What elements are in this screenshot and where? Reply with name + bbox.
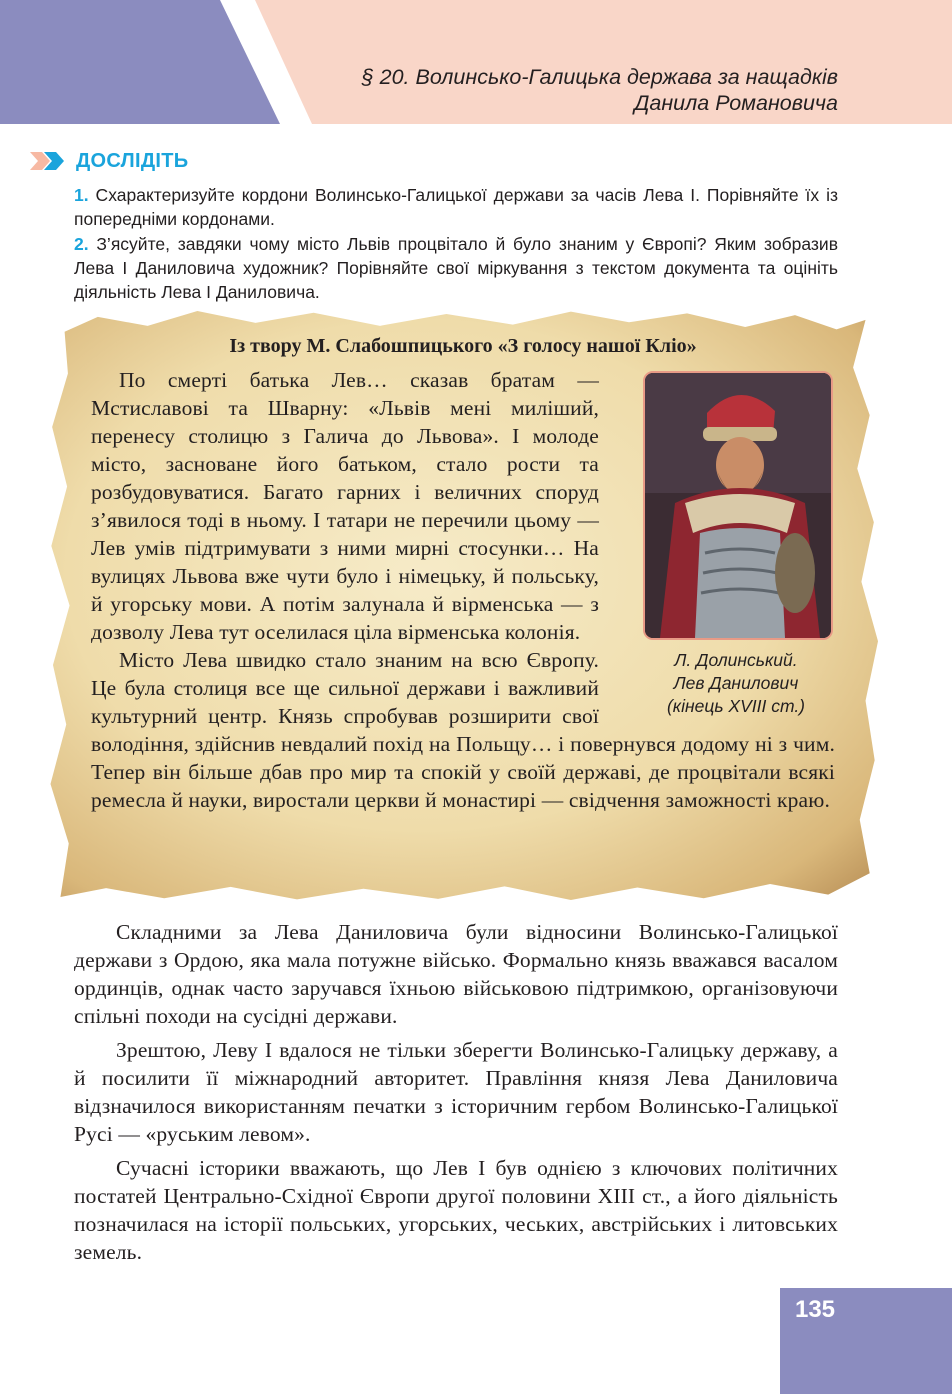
portrait-image [643, 371, 833, 640]
section-title-line1: § 20. Волинсько-Галицька держава за нащадків [361, 65, 838, 89]
body-text [74, 918, 838, 1272]
task-item [74, 232, 838, 305]
document-paragraph: По смерті батька Лев… сказав братам — Мстиславові та Шварну: «Львів мені миліший, перенесу столицю з Галича до Львова». І молоде місто, засноване його батьком, стало рости та розбудовуватися. Багато гарних і величних споруд з’явилося тоді в ньому. І татари не перечили цьому — Лев умів підтримувати з ними мирні стосунки… На вулицях Львова вже чути було і німецьку, й польську, й угорську мови. А потім залунала й вірменська — з дозволу Лева тут оселилася ціла вірменська колонія. [91, 368, 599, 644]
body-paragraph: Складними за Лева Даниловича були відносини Волинсько-Галицької держави з Ордою, яка мала потужне військо. Формально князь вважався васалом ординців, однак часто заручався їхньою військовою підтримкою, організовуючи спільні походи на сусідні держави. [74, 920, 838, 1028]
task-list [74, 183, 838, 304]
caption-line: (кінець XVIII ст.) [666, 696, 806, 716]
body-paragraph: Сучасні історики вважають, що Лев І був однією з ключових політичних постатей Центрально-Східної Європи другої половини XIII ст., а його діяльність позначилася на історії польських, угорських, чеських, австрійських і литовських земель. [74, 1156, 838, 1264]
task-number: 2. [74, 233, 89, 254]
explore-label: ДОСЛІДІТЬ [76, 149, 189, 172]
page-number: 135 [794, 1296, 836, 1323]
caption-line: Лев Данилович [673, 673, 799, 693]
double-chevron-icon [30, 150, 70, 172]
header-accent [0, 0, 280, 124]
section-title-line2: Данила Романовича [634, 91, 838, 115]
portrait-caption [643, 649, 829, 718]
task-text: З’ясуйте, завдяки чому місто Львів процвітало й було знаним у Європі? Яким зобразив Лева І Даниловича художник? Порівняйте свої міркування з текстом документа та оцініть діяльність Лева І Даниловича. [74, 233, 838, 303]
document-heading: Із твору М. Слабошпицького «З голосу нашої Кліо» [229, 335, 697, 357]
section-title [278, 64, 838, 116]
explore-heading [30, 150, 188, 172]
task-text: Схарактеризуйте кордони Волинсько-Галицької держави за часів Лева І. Порівняйте їх із попередніми кордонами. [74, 185, 838, 230]
body-paragraph: Зрештою, Леву І вдалося не тільки зберегти Волинсько-Галицьку державу, а й посилити її міжнародний авторитет. Правління князя Лева Даниловича відзначилося використанням печатки з історичним гербом Волинсько-Галицької Русі — «руським левом». [74, 1038, 838, 1146]
portrait-illustration [645, 373, 831, 638]
caption-line: Л. Долинський. [674, 650, 798, 670]
task-number: 1. [74, 185, 89, 205]
task-item [74, 183, 838, 232]
document-paragraph: Місто Лева швидко стало знаним на всю Європу. Це була столиця все ще сильної держави і важливий культурний центр. Князь спробував розширити свої володіння, здійснив невдалий похід на Польщу… і повернувся додому ні з чим. Тепер він більше дбав про мир та спокій у своїй державі, де процвітали всякі ремесла й науки, виростали церкви й монастирі — свідчення заможності краю. [91, 648, 835, 812]
